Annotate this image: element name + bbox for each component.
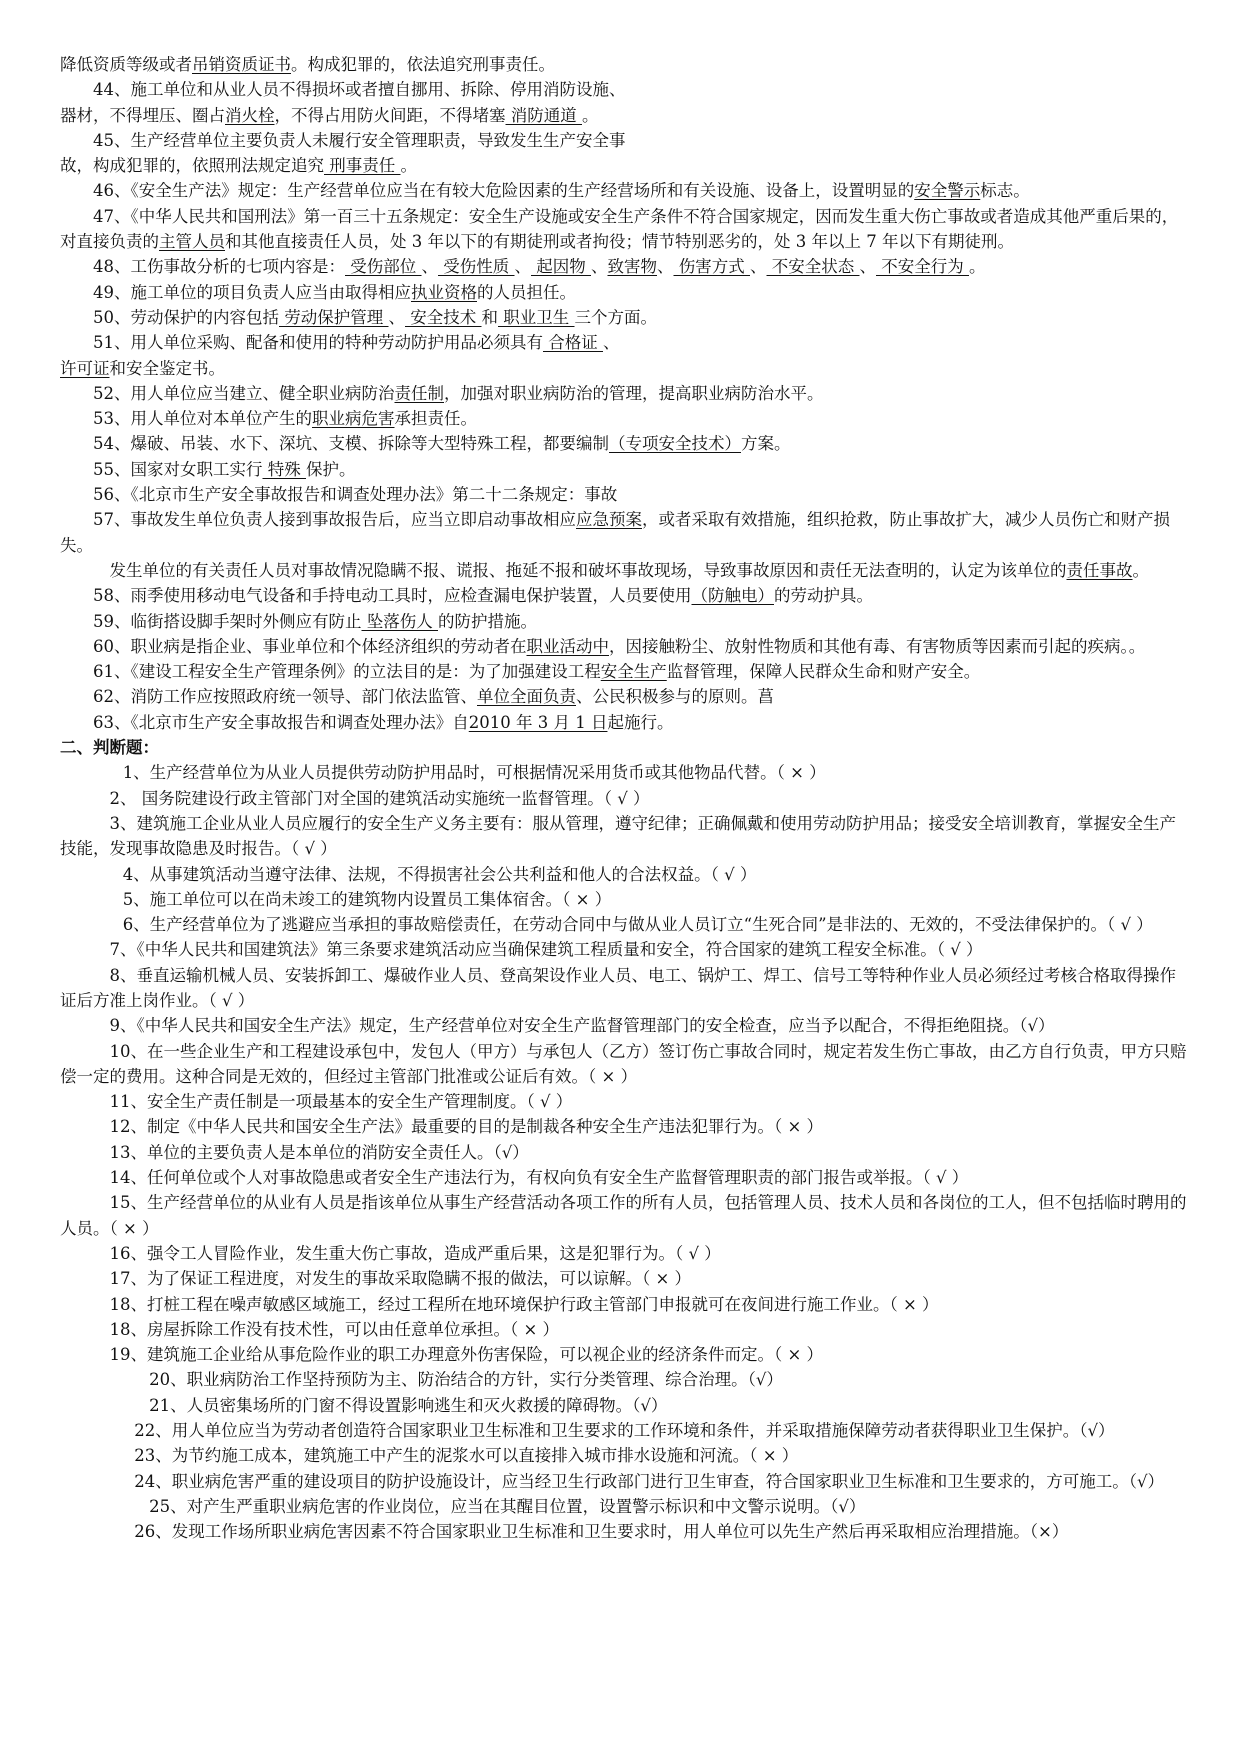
fill-item <box>60 178 1188 203</box>
fill-item <box>60 634 1188 659</box>
judgment-item: 19、建筑施工企业给从事危险作业的职工办理意外伤害保险，可以视企业的经济条件而定。（ × ） <box>109 1345 824 1365</box>
fill-item <box>60 381 1188 406</box>
question-text: 承担责任。 <box>394 409 477 429</box>
judgment-item: 18、房屋拆除工作没有技术性，可以由任意单位承担。（ × ） <box>109 1319 560 1339</box>
question-text: 、 <box>657 257 674 277</box>
answer-blank: （专项安全技术） <box>609 434 741 454</box>
question-text: 55、国家对女职工实行 <box>93 459 263 479</box>
question-text: 52、用人单位应当建立、健全职业病防治 <box>93 383 395 403</box>
answer-blank: 坠落伤人 <box>361 611 438 631</box>
fill-item <box>60 356 1188 381</box>
question-text: 、 <box>388 307 405 327</box>
question-text: 和其他直接责任人员，处 3 年以下的有期徒刑或者拘役；情节特别恶劣的，处 3 年以上 7 年以下有期徒刑。 <box>225 232 1014 252</box>
answer-blank: 主管人员 <box>159 232 225 252</box>
question-text: 50、劳动保护的内容包括 <box>93 307 279 327</box>
question-text: 49、施工单位的项目负责人应当由取得相应 <box>93 282 411 302</box>
judgment-item: 11、安全生产责任制是一项最基本的安全生产管理制度。（ √ ） <box>109 1092 573 1112</box>
judgment-item: 4、从事建筑活动当遵守法律、法规，不得损害社会公共利益和他人的合法权益。（ √ ） <box>122 864 757 884</box>
judgment-item: 2、 国务院建设行政主管部门对全国的建筑活动实施统一监督管理。（ √ ） <box>109 788 650 808</box>
answer-blank: 致害物 <box>607 257 657 277</box>
judgment-item: 6、生产经营单位为了逃避应当承担的事故赔偿责任，在劳动合同中与做从业人员订立“生死合同”是非法的、无效的，不受法律保护的。（ √ ） <box>122 915 1153 935</box>
answer-blank: 起因物 <box>531 257 591 277</box>
question-text: 的防护措施。 <box>438 611 537 631</box>
question-text: 发生单位的有关责任人员对事故情况隐瞒不报、谎报、拖延不报和破坏事故现场，导致事故原因和责任无法查明的，认定为该单位的 <box>109 560 1067 580</box>
answer-blank: 伤害方式 <box>673 257 750 277</box>
question-text: ，因接触粉尘、放射性物质和其他有毒、有害物质等因素而引起的疾病。。 <box>609 636 1146 656</box>
question-text: 、 <box>514 257 531 277</box>
fill-item <box>60 77 1188 102</box>
judgment-item: 18、打桩工程在噪声敏感区域施工，经过工程所在地环境保护行政主管部门申报就可在夜间进行施工作业。（ × ） <box>109 1294 939 1314</box>
question-text: 起施行。 <box>607 712 674 732</box>
fill-item <box>60 406 1188 431</box>
answer-blank: 不安全行为 <box>876 257 969 277</box>
question-text: ，不得占用防火间距，不得堵塞 <box>274 105 506 125</box>
answer-blank: 受伤性质 <box>438 257 515 277</box>
question-text: 60、职业病是指企业、事业单位和个体经济组织的劳动者在 <box>93 636 527 656</box>
fill-item <box>60 609 1188 634</box>
question-text: 和 <box>481 307 498 327</box>
question-text: 63、《北京市生产安全事故报告和调查处理办法》自 <box>93 712 469 732</box>
fill-item <box>60 583 1188 608</box>
judgment-item: 17、为了保证工程进度，对发生的事故采取隐瞒不报的做法，可以谅解。（ × ） <box>109 1269 692 1289</box>
question-text: 三个方面。 <box>574 307 657 327</box>
question-text: 。 <box>400 156 417 176</box>
judgment-item: 25、对产生严重职业病危害的作业岗位，应当在其醒目位置，设置警示标识和中文警示说明。（√） <box>149 1496 866 1516</box>
question-text: 方案。 <box>741 434 791 454</box>
answer-blank: 许可证 <box>60 358 110 378</box>
question-text: 58、雨季使用移动电气设备和手持电动工具时，应检查漏电保护装置，人员要使用 <box>93 586 692 606</box>
answer-blank: 受伤部位 <box>345 257 422 277</box>
question-text: 的劳动护具。 <box>774 586 873 606</box>
question-text: 61、《建设工程安全生产管理条例》的立法目的是：为了加强建设工程 <box>93 662 601 682</box>
fill-item <box>60 254 1188 279</box>
question-text: 、 <box>603 333 620 353</box>
answer-blank: 职业病危害 <box>312 409 395 429</box>
fill-item <box>60 305 1188 330</box>
judgment-item: 13、单位的主要负责人是本单位的消防安全责任人。（√） <box>109 1142 529 1162</box>
fill-item <box>60 457 1188 482</box>
question-text: 和安全鉴定书。 <box>109 358 225 378</box>
fill-item <box>60 204 1188 255</box>
answer-blank: 吊销资质证书 <box>192 55 291 74</box>
answer-blank: 职业活动中 <box>526 636 609 656</box>
question-text: 保护。 <box>306 459 356 479</box>
judgment-item: 8、垂直运输机械人员、安装拆卸工、爆破作业人员、登高架设作业人员、电工、锅炉工、焊工、信号工等特种作业人员必须经过考核合格取得操作证后方准上岗作业。（ √ ） <box>60 965 1176 1010</box>
fill-in-section <box>60 52 1188 735</box>
judgment-item: 20、职业病防治工作坚持预防为主、防治结合的方针，实行分类管理、综合治理。（√） <box>149 1370 783 1390</box>
judgment-section <box>60 760 1188 1544</box>
answer-blank: 应急预案 <box>576 510 642 530</box>
answer-blank: 单位全面负责 <box>477 687 576 707</box>
judgment-item: 10、在一些企业生产和工程建设承包中，发包人（甲方）与承包人（乙方）签订伤亡事故合同时，规定若发生伤亡事故，由乙方自行负责，甲方只赔偿一定的费用。这种合同是无效的，但经过主管部门批准或公证后有效。（ × ） <box>60 1041 1187 1086</box>
judgment-item: 14、任何单位或个人对事故隐患或者安全生产违法行为，有权向负有安全生产监督管理职责的部门报告或举报。（ √ ） <box>109 1168 969 1188</box>
question-text: 的人员担任。 <box>477 282 576 302</box>
question-text: 。构成犯罪的，依法追究刑事责任。 <box>291 55 555 74</box>
fill-item <box>60 558 1188 583</box>
judgment-item: 22、用人单位应当为劳动者创造符合国家职业卫生标准和卫生要求的工作环境和条件，并采取措施保障劳动者获得职业卫生保护。（√） <box>134 1421 1115 1441</box>
answer-blank: 刑事责任 <box>324 156 401 176</box>
question-text: 47、《中华人民共和国刑法》第一百三十五条规定：安全生产设施或安全生产条件不符合国家规定，因而发生重大伤亡事故或者造成其他严重后果的，对直接负责的 <box>60 206 1179 252</box>
fill-item <box>60 52 1188 77</box>
answer-blank: 安全生产 <box>600 662 667 682</box>
judgment-item: 1、生产经营单位为从业人员提供劳动防护用品时，可根据情况采用货币或其他物品代替。（ × ） <box>122 763 826 783</box>
question-text: 53、用人单位对本单位产生的 <box>93 409 312 429</box>
answer-blank: 合格证 <box>543 333 603 353</box>
question-text: 、 <box>750 257 767 277</box>
fill-item <box>60 482 1188 507</box>
answer-blank: 责任制 <box>394 383 444 403</box>
answer-blank: 2010 年 3 月 1 日 <box>468 712 608 732</box>
answer-blank: 安全警示 <box>914 181 981 201</box>
question-text: 57、事故发生单位负责人接到事故报告后，应当立即启动事故相应 <box>93 510 576 530</box>
judgment-item: 21、人员密集场所的门窗不得设置影响逃生和灭火救援的障碍物。（√） <box>149 1395 668 1415</box>
answer-blank: 执业资格 <box>411 282 477 302</box>
section-title-judgment: 二、判断题： <box>60 738 159 758</box>
fill-item <box>60 684 1188 709</box>
judgment-item: 9、《中华人民共和国安全生产法》规定，生产经营单位对安全生产监督管理部门的安全检查，应当予以配合，不得拒绝阻挠。（√） <box>109 1016 1055 1036</box>
question-text: ，加强对职业病防治的管理，提高职业病防治水平。 <box>444 383 824 403</box>
answer-blank: 消防通道 <box>505 105 582 125</box>
question-text: 44、施工单位和从业人员不得损坏或者擅自挪用、拆除、停用消防设施、 <box>93 80 626 100</box>
answer-blank: 特殊 <box>262 459 306 479</box>
judgment-item: 15、生产经营单位的从业有人员是指该单位从事生产经营活动各项工作的所有人员，包括管理人员、技术人员和各岗位的工人，但不包括临时聘用的人员。（ × ） <box>60 1193 1187 1238</box>
answer-blank: 安全技术 <box>405 307 482 327</box>
fill-item <box>60 280 1188 305</box>
question-text: 56、《北京市生产安全事故报告和调查处理办法》第二十二条规定：事故 <box>93 485 618 505</box>
question-text: 故，构成犯罪的，依照刑法规定追究 <box>60 156 324 176</box>
answer-blank: （防触电） <box>691 586 774 606</box>
fill-item <box>60 507 1188 558</box>
question-text: 标志。 <box>980 181 1030 201</box>
fill-item <box>60 330 1188 355</box>
fill-item <box>60 659 1188 684</box>
judgment-item: 12、制定《中华人民共和国安全生产法》最重要的目的是制裁各种安全生产违法犯罪行为。（ × ） <box>109 1117 824 1137</box>
question-text: 。 <box>582 105 599 125</box>
question-text: 46、《安全生产法》规定：生产经营单位应当在有较大危险因素的生产经营场所和有关设施、设备上，设置明显的 <box>93 181 915 201</box>
answer-blank: 责任事故 <box>1066 560 1133 580</box>
judgment-item: 3、建筑施工企业从业人员应履行的安全生产义务主要有：服从管理，遵守纪律；正确佩戴和使用劳动防护用品；接受安全培训教育，掌握安全生产技能，发现事故隐患及时报告。（ √ ） <box>60 813 1176 859</box>
judgment-item: 26、发现工作场所职业病危害因素不符合国家职业卫生标准和卫生要求时，用人单位可以先生产然后再采取相应治理措施。（×） <box>134 1522 1069 1542</box>
judgment-item: 7、《中华人民共和国建筑法》第三条要求建筑活动应当确保建筑工程质量和安全，符合国家的建筑工程安全标准。（ √ ） <box>109 940 983 960</box>
question-text: 48、工伤事故分析的七项内容是： <box>93 257 345 277</box>
question-text: ，或者采取有效措施，组织抢救，防止事故扩大，减少人员伤亡和财产损失。 <box>60 510 1170 555</box>
answer-blank: 劳动保护管理 <box>279 307 389 327</box>
question-text: 器材，不得埋压、圈占 <box>60 105 225 125</box>
fill-item <box>60 710 1188 735</box>
question-text: 监督管理，保障人民群众生命和财产安全。 <box>666 662 981 682</box>
question-text: 45、生产经营单位主要负责人未履行安全管理职责，导致发生生产安全事 <box>93 130 626 150</box>
fill-item <box>60 153 1188 178</box>
judgment-item: 5、施工单位可以在尚未竣工的建筑物内设置员工集体宿舍。（ × ） <box>122 889 612 909</box>
question-text: 。 <box>1132 560 1149 580</box>
judgment-item: 23、为节约施工成本，建筑施工中产生的泥浆水可以直接排入城市排水设施和河流。（ × ） <box>134 1446 799 1466</box>
question-text: 降低资质等级或者 <box>60 55 192 74</box>
question-text: 、 <box>421 257 438 277</box>
answer-blank: 消火栓 <box>225 105 275 125</box>
question-text: 、 <box>591 257 608 277</box>
judgment-item: 24、职业病危害严重的建设项目的防护设施设计，应当经卫生行政部门进行卫生审查，符合国家职业卫生标准和卫生要求的，方可施工。（√） <box>134 1471 1165 1491</box>
question-text: 、 <box>859 257 876 277</box>
fill-item <box>60 431 1188 456</box>
question-text: 62、消防工作应按照政府统一领导、部门依法监管、 <box>93 687 477 707</box>
fill-item <box>60 128 1188 153</box>
question-text: 59、临街搭设脚手架时外侧应有防止 <box>93 611 362 631</box>
question-text: 、公民积极参与的原则。菖 <box>576 687 774 707</box>
question-text: 。 <box>969 257 986 277</box>
question-text: 51、用人单位采购、配备和使用的特种劳动防护用品必须具有 <box>93 333 543 353</box>
document-page <box>60 52 1188 1545</box>
question-text: 54、爆破、吊装、水下、深坑、支模、拆除等大型特殊工程，都要编制 <box>93 434 609 454</box>
answer-blank: 不安全状态 <box>766 257 860 277</box>
fill-item <box>60 103 1188 128</box>
answer-blank: 职业卫生 <box>498 307 575 327</box>
judgment-item: 16、强令工人冒险作业，发生重大伤亡事故，造成严重后果，这是犯罪行为。（ √ ） <box>109 1243 721 1263</box>
